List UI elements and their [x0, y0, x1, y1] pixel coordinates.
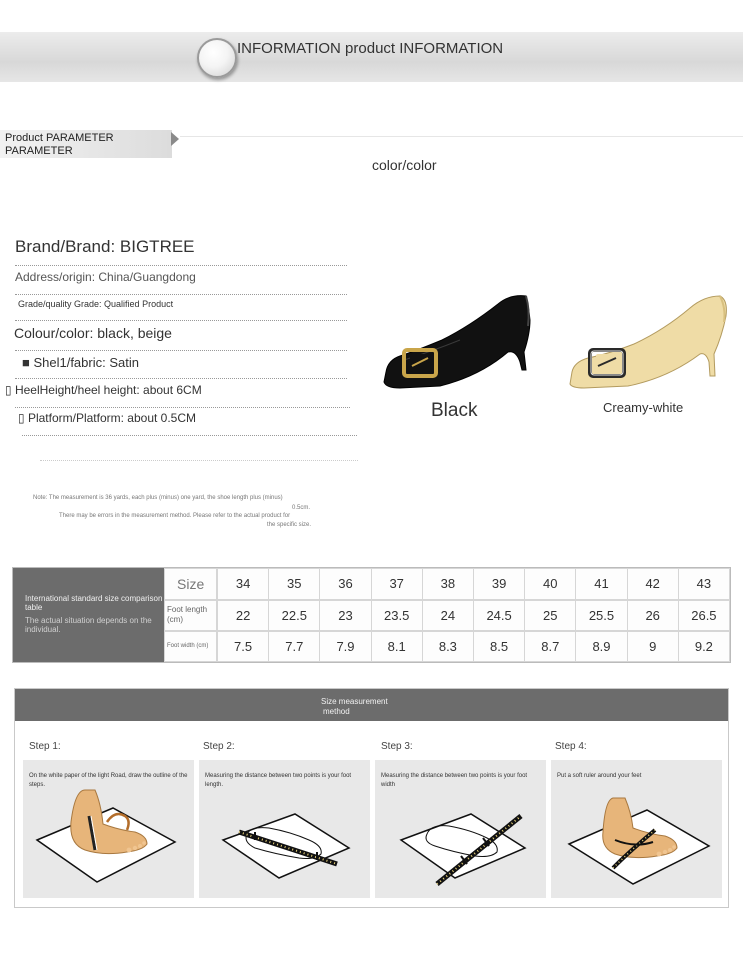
attr-divider: [15, 378, 347, 379]
step-1-description: On the white paper of the light Road, draw the outline of the steps.: [29, 773, 188, 788]
parameter-divider: [180, 136, 743, 137]
measurement-title-line1: Size measurement: [321, 697, 388, 706]
size-cell: 35: [269, 569, 319, 599]
attr-divider: [15, 265, 347, 266]
step-2-card: [199, 760, 370, 898]
attr-fabric: ■ Shel1/fabric: Satin: [22, 355, 139, 370]
size-comparison-table: [12, 567, 731, 663]
black-shoe-image: [380, 290, 535, 395]
note-line3: There may be errors in the measurement method. Please refer to the actual product for: [59, 513, 291, 519]
attr-origin: Address/origin: China/Guangdong: [15, 270, 196, 284]
step-2-label: Step 2:: [203, 741, 235, 752]
step-2-description: Measuring the distance between two points is your foot length.: [205, 773, 352, 788]
foot-length-cell: 24.5: [474, 601, 524, 630]
row-label-foot-width: Foot width (cm): [165, 632, 216, 661]
note-line1: Note: The measurement is 36 yards, each plus (minus) one yard, the shoe length plus (minus): [33, 495, 283, 501]
row-label-foot-length: Foot length (cm): [165, 601, 216, 630]
foot-length-cell: 24: [423, 601, 473, 630]
shoe-label-creamy-white: Creamy-white: [603, 400, 684, 415]
step-4-description: Put a soft ruler around your feet: [557, 773, 642, 779]
step-4-label: Step 4:: [555, 741, 587, 752]
note-line2: 0.5cm.: [292, 505, 311, 511]
attr-divider: [15, 320, 347, 321]
parameter-tab-label: [5, 132, 114, 158]
header-banner: [0, 32, 743, 82]
creamy-white-shoe-image: [568, 292, 730, 394]
attr-divider: [15, 350, 347, 351]
step-1-label: Step 1:: [29, 741, 61, 752]
foot-width-cell: 8.5: [474, 632, 524, 661]
size-grid: [164, 568, 731, 662]
banner-circle-ornament: [197, 38, 237, 78]
parameter-tab-line1: Product PARAMETER: [5, 132, 114, 144]
foot-width-cell: 7.7: [269, 632, 319, 661]
note-line4: the specific size.: [267, 522, 312, 528]
step-4-card: [551, 760, 722, 898]
foot-width-cell: 7.9: [320, 632, 370, 661]
step-3-description: Measuring the distance between two points is your foot width: [381, 773, 528, 788]
attr-divider: [15, 294, 347, 295]
size-cell: 42: [628, 569, 678, 599]
foot-length-cell: 23.5: [372, 601, 422, 630]
measurement-method-section: [14, 688, 729, 908]
size-cell: 43: [679, 569, 729, 599]
attr-divider: [40, 460, 358, 461]
measurement-title-line2: method: [323, 707, 350, 716]
size-cell: 40: [525, 569, 575, 599]
parameter-tab-line2: PARAMETER: [5, 145, 73, 157]
attr-heel-height: ▯ HeelHeight/heel height: about 6CM: [5, 383, 202, 397]
attr-divider: [22, 435, 357, 436]
step-3-card: [375, 760, 546, 898]
attr-colour: Colour/color: black, beige: [14, 325, 172, 341]
shoe-label-black: Black: [431, 400, 478, 421]
foot-width-cell: 8.7: [525, 632, 575, 661]
size-table-title: International standard size comparison table: [25, 594, 163, 612]
page-title: INFORMATION product INFORMATION: [237, 40, 504, 57]
parameter-tab-arrow-icon: [171, 132, 179, 146]
foot-width-cell: 9: [628, 632, 678, 661]
foot-width-cell: 9.2: [679, 632, 729, 661]
foot-width-cell: 8.1: [372, 632, 422, 661]
foot-width-cell: 8.9: [576, 632, 626, 661]
foot-length-cell: 26.5: [679, 601, 729, 630]
foot-width-cell: 8.3: [423, 632, 473, 661]
foot-length-cell: 25.5: [576, 601, 626, 630]
size-cell: 34: [218, 569, 268, 599]
row-label-size: Size: [165, 569, 216, 599]
size-cell: 41: [576, 569, 626, 599]
measurement-title: [321, 697, 388, 717]
foot-length-cell: 22: [218, 601, 268, 630]
foot-length-cell: 23: [320, 601, 370, 630]
color-section-title: color/color: [372, 157, 437, 173]
foot-width-cell: 7.5: [218, 632, 268, 661]
measurement-header: [15, 689, 728, 721]
size-table-note: The actual situation depends on the individual.: [25, 616, 152, 634]
step-1-card: [23, 760, 194, 898]
foot-length-cell: 25: [525, 601, 575, 630]
size-table-side-panel: [13, 568, 164, 662]
foot-length-cell: 22.5: [269, 601, 319, 630]
size-cell: 36: [320, 569, 370, 599]
attr-platform: ▯ Platform/Platform: about 0.5CM: [18, 411, 197, 425]
step-3-label: Step 3:: [381, 741, 413, 752]
attr-brand: Brand/Brand: BIGTREE: [15, 237, 195, 256]
size-cell: 37: [372, 569, 422, 599]
size-cell: 38: [423, 569, 473, 599]
attr-grade: Grade/quality Grade: Qualified Product: [18, 299, 174, 309]
attr-divider: [15, 407, 350, 408]
foot-length-cell: 26: [628, 601, 678, 630]
size-cell: 39: [474, 569, 524, 599]
